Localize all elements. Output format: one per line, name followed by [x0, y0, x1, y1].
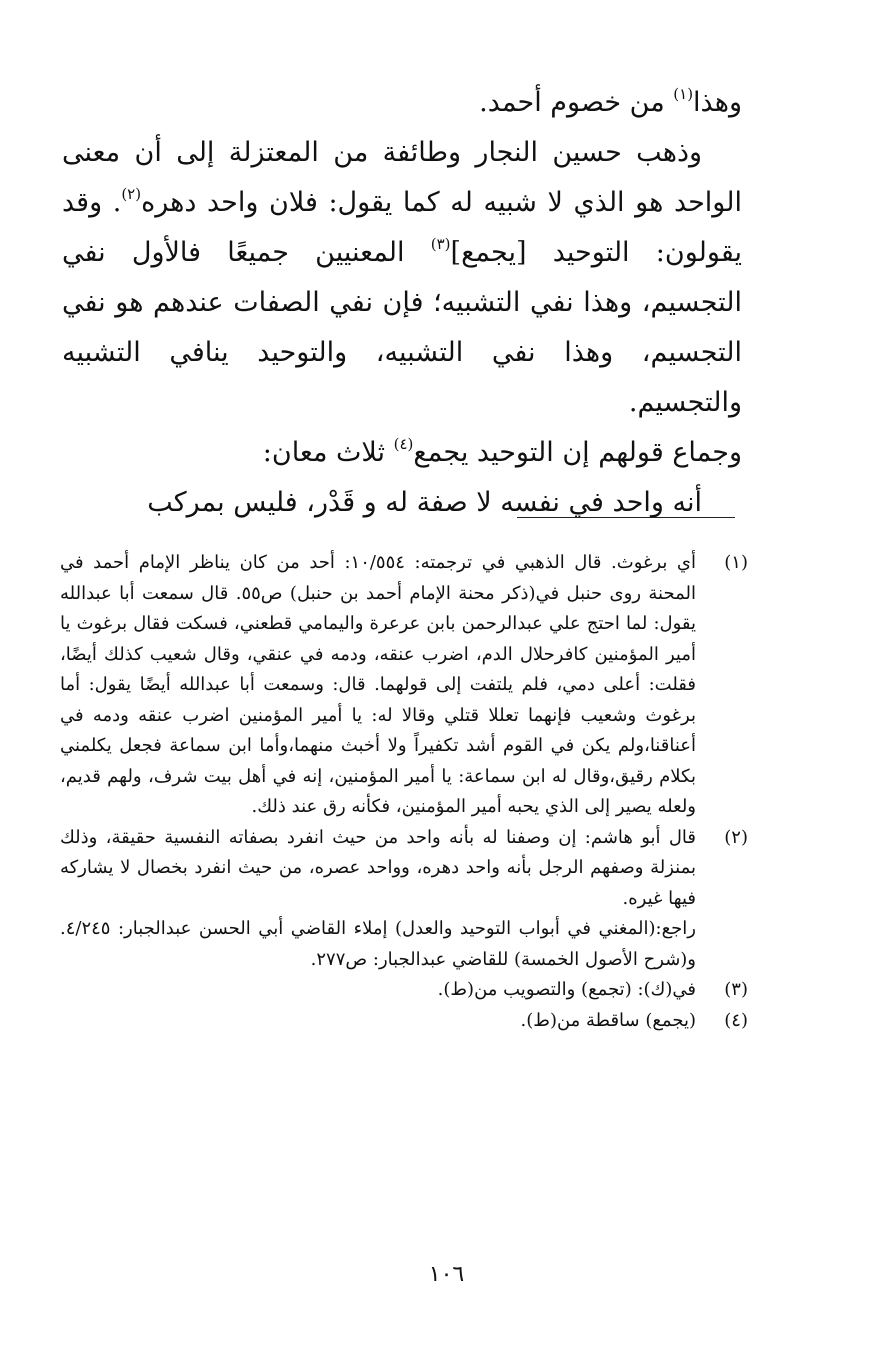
paragraph-3 [62, 428, 742, 478]
footnote-separator [517, 517, 735, 518]
footnote-text: قال أبو هاشم: إن وصفنا له بأنه واحد من حيث انفرد بصفاته النفسية حقيقة، وذلك بمنزلة وصفهم الرجل بأنه واحد دهره، وواحد عصره، من حيث انفرد بخصال لا يشاركه فيها غيره. [60, 826, 696, 909]
footnote-4 [60, 1006, 748, 1037]
paragraph-1 [62, 78, 742, 128]
main-text [62, 78, 742, 528]
paragraph-2 [62, 128, 742, 428]
footnote-1 [60, 548, 748, 823]
paragraph-1-rest: من خصوم أحمد. [479, 87, 674, 118]
page-number: ١٠٦ [428, 1262, 465, 1287]
footnote-ref-1: (١) [673, 85, 694, 103]
paragraph-3-b: ثلاث معان: [262, 437, 394, 468]
footnote-text: راجع:(المغني في أبواب التوحيد والعدل) إملاء القاضي أبي الحسن عبدالجبار: ٤/٢٤٥. و(شرح الأصول الخمسة) للقاضي عبدالجبار: ص٢٧٧. [60, 918, 696, 970]
footnote-text: في(ك): (تجمع) والتصويب من(ط). [437, 979, 696, 1000]
footnotes [60, 548, 748, 1036]
footnote-2 [60, 823, 748, 976]
footnote-number: (٤) [724, 1009, 748, 1031]
paragraph-3-a: وجماع قولهم إن التوحيد يجمع [413, 437, 742, 468]
paragraph-1-text: وهذا [693, 87, 742, 118]
footnote-body [60, 548, 696, 823]
paragraph-4: أنه واحد في نفسه لا صفة له و قَدْر، فليس بمركب [147, 487, 702, 518]
footnote-text: (يجمع) ساقطة من(ط). [520, 1009, 696, 1031]
footnote-number: (١) [724, 552, 748, 573]
footnote-body [60, 975, 696, 1006]
paragraph-2-c: المعنيين جميعًا فالأول نفي التجسيم، وهذا نفي التشبيه؛ فإن نفي الصفات عندهم هو نفي التجسيم، وهذا نفي التشبيه، والتوحيد ينافي التشبيه والتجسيم. [62, 237, 742, 418]
footnote-number: (٣) [724, 979, 748, 1000]
footnote-3 [60, 975, 748, 1006]
footnote-ref-2: (٢) [121, 185, 142, 203]
footnote-body [60, 823, 696, 976]
paragraph-2-b: . وقد يقولون: التوحيد [يجمع] [62, 187, 742, 268]
footnote-ref-3: (٣) [430, 235, 451, 253]
footnote-text: أي برغوث. قال الذهبي في ترجمته: ١٠/٥٥٤: أحد من كان يناظر الإمام أحمد في المحنة روى حنبل في(ذكر محنة الإمام أحمد بن حنبل) ص٥٥. قال سمعت أبا عبدالله يقول: لما احتج علي عبدالرحمن بابن عرعرة واليمامي قطعني، فسكت فقال برغوث يا أمير المؤمنين كافرحلال الدم، اضرب عنقه، ودمه في عنقي، وقال شعيب كذلك أيضًا، فقلت: أعلى دمي، فلم يلتفت إلى قولهما. قال: وسمعت أبا عبدالله أيضًا يقول: أما برغوث وشعيب فإنهما تعللا قتلي وقالا له: يا أمير المؤمنين اضرب عنقه ودمه في أعناقنا،ولم يكن في القوم أشد تكفيراً ولا أخبث منهما،وأما ابن سماعة فجعل يكلمني بكلام رقيق،وقال له ابن سماعة: يا أمير المؤمنين، إنه في أهل بيت شرف، ولهم قديم، ولعله يصير إلى الذي يحبه أمير المؤمنين، فكأنه رق عند ذلك. [60, 552, 696, 817]
footnote-ref-4: (٤) [393, 435, 414, 453]
paragraph-2-a: وذهب حسين النجار وطائفة من المعتزلة إلى أن معنى الواحد هو الذي لا شبيه له كما يقول: فلان واحد دهره [62, 137, 742, 218]
footnote-body [60, 1006, 696, 1037]
footnote-number: (٢) [724, 826, 748, 848]
